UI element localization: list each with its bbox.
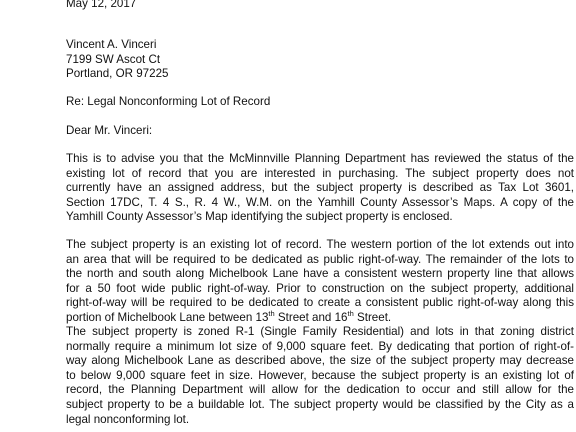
paragraph-2-line: for a 50 foot wide public right-of-way. Prior to construction on the subject property, additional — [66, 281, 574, 295]
paragraph-1-line: This is to advise you that the McMinnville Planning Department has reviewed the status of the — [66, 152, 574, 165]
letter-date: May 12, 2017 — [66, 0, 137, 10]
paragraph-1-line: Yamhill County Assessor’s Map identifying the subject property is enclosed. — [66, 210, 453, 224]
p2-text-before: portion of Michelbook Lane between 13 — [66, 310, 269, 324]
paragraph-2-line: the north and south along Michelbook Lane have a consistent western property line that allows — [66, 267, 574, 281]
paragraph-2-line: The subject property is an existing lot of record. The western portion of the lot extends out into — [66, 238, 574, 251]
paragraph-3 — [66, 325, 574, 427]
p2-text-after: Street. — [353, 310, 392, 324]
paragraph-1-line: currently have an assigned address, but the subject property is described as Tax Lot 3601, — [66, 181, 574, 195]
paragraph-1 — [66, 152, 574, 225]
recipient-address — [66, 38, 576, 82]
paragraph-3-line: way along Michelbook Lane as described above, the size of the subject property may decrease — [66, 354, 574, 368]
paragraph-3-line: record, the Planning Department will allow for the dedication to occur and still allow for the — [66, 383, 574, 397]
paragraph-3-line: to below 9,000 square feet in size. However, because the subject property is an existing lot of — [66, 368, 574, 382]
recipient-name: Vincent A. Vinceri — [66, 38, 157, 51]
paragraph-1-line: existing lot of record that you are interested in purchasing. The subject property does not — [66, 166, 574, 180]
salutation: Dear Mr. Vinceri: — [66, 124, 153, 137]
recipient-street: 7199 SW Ascot Ct — [66, 52, 161, 66]
paragraph-2-last-line — [66, 311, 574, 326]
subject-line: Re: Legal Nonconforming Lot of Record — [66, 95, 271, 108]
paragraph-3-line: normally require a minimum lot size of 9,000 square feet. By dedicating that portion of right-of- — [66, 339, 574, 353]
paragraph-1-line: Section 17DC, T. 4 S., R. 4 W., W.M. on the Yamhill County Assessor’s Maps. A copy of the — [66, 195, 574, 209]
paragraph-2-line: an area that will be required to be dedicated as public right-of-way. The remainder of the lots to — [66, 252, 574, 266]
paragraph-2 — [66, 238, 574, 326]
paragraph-3-line: The subject property is zoned R-1 (Single Family Residential) and lots in that zoning district — [66, 325, 574, 338]
recipient-city-state-zip: Portland, OR 97225 — [66, 67, 169, 81]
paragraph-3-line: subject property to be a buildable lot. The subject property would be classified by the City as a — [66, 397, 574, 411]
paragraph-3-line: legal nonconforming lot. — [66, 412, 190, 426]
p2-text-middle: Street and 16 — [274, 310, 348, 324]
paragraph-2-line: right-of-way will be required to be dedicated to create a consistent public right-of-way along this — [66, 296, 574, 310]
ordinal-suffix: th — [347, 309, 354, 319]
ordinal-suffix: th — [268, 309, 275, 319]
